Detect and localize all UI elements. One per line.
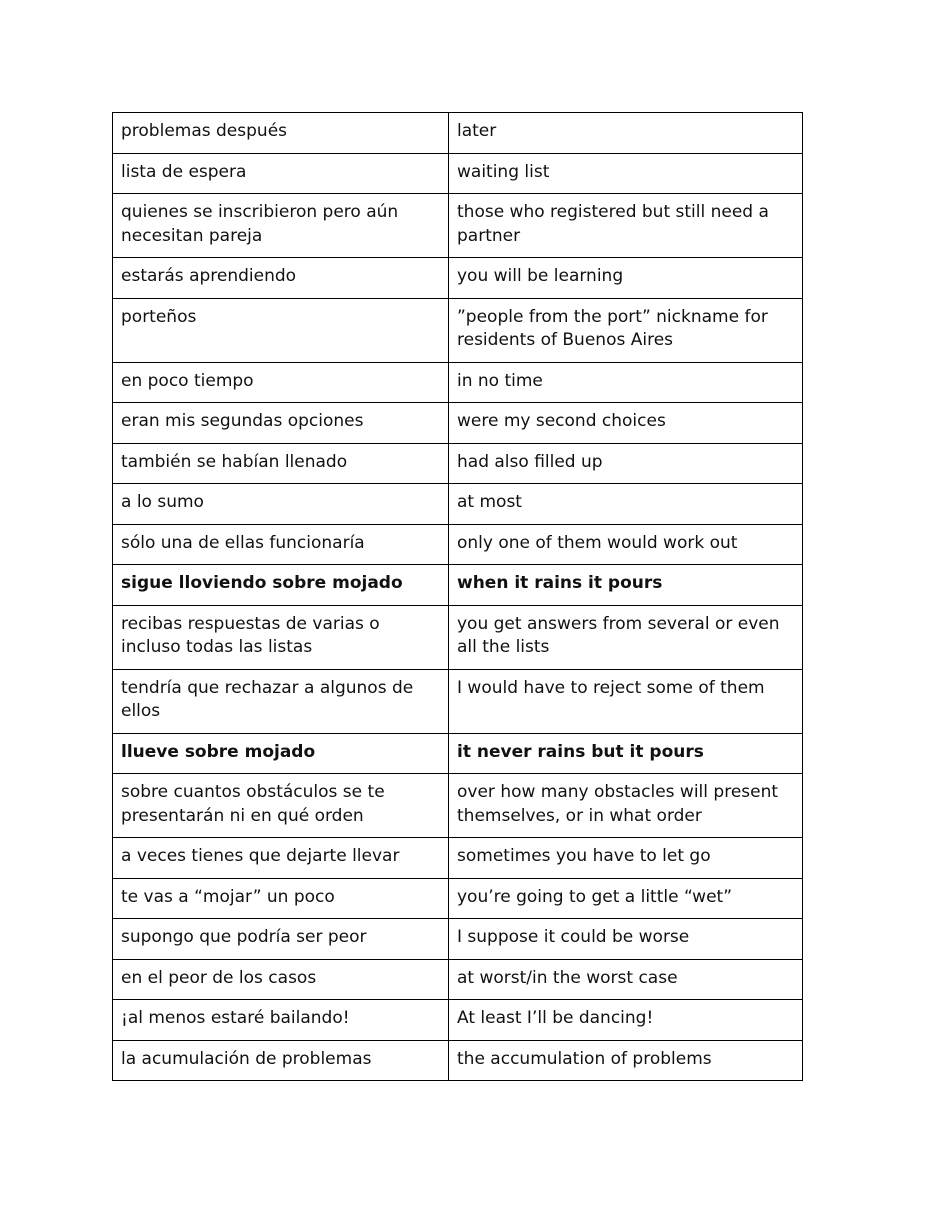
english-translation-cell: in no time — [449, 362, 803, 403]
spanish-phrase-cell: quienes se inscribieron pero aún necesitan pareja — [113, 194, 449, 258]
spanish-phrase-cell: la acumulación de problemas — [113, 1040, 449, 1081]
table-row — [113, 733, 803, 774]
spanish-phrase-cell: problemas después — [113, 113, 449, 154]
english-translation-cell: when it rains it pours — [449, 565, 803, 606]
spanish-phrase-cell: también se habían llenado — [113, 443, 449, 484]
table-row — [113, 878, 803, 919]
table-row — [113, 919, 803, 960]
table-row — [113, 959, 803, 1000]
spanish-phrase-cell: en poco tiempo — [113, 362, 449, 403]
spanish-phrase-cell: sólo una de ellas funcionaría — [113, 524, 449, 565]
table-row — [113, 484, 803, 525]
vocabulary-table-body — [113, 113, 803, 1081]
table-row — [113, 774, 803, 838]
english-translation-cell: At least I’ll be dancing! — [449, 1000, 803, 1041]
english-translation-cell: later — [449, 113, 803, 154]
vocabulary-table — [112, 112, 803, 1081]
english-translation-cell: sometimes you have to let go — [449, 838, 803, 879]
spanish-phrase-cell: tendría que rechazar a algunos de ellos — [113, 669, 449, 733]
spanish-phrase-cell: a veces tienes que dejarte llevar — [113, 838, 449, 879]
english-translation-cell: only one of them would work out — [449, 524, 803, 565]
spanish-phrase-cell: sobre cuantos obstáculos se te presentarán ni en qué orden — [113, 774, 449, 838]
spanish-phrase-cell: en el peor de los casos — [113, 959, 449, 1000]
spanish-phrase-cell: recibas respuestas de varias o incluso todas las listas — [113, 605, 449, 669]
table-row — [113, 605, 803, 669]
table-row — [113, 362, 803, 403]
spanish-phrase-cell: supongo que podría ser peor — [113, 919, 449, 960]
english-translation-cell: waiting list — [449, 153, 803, 194]
spanish-phrase-cell: ¡al menos estaré bailando! — [113, 1000, 449, 1041]
english-translation-cell: you will be learning — [449, 258, 803, 299]
spanish-phrase-cell: a lo sumo — [113, 484, 449, 525]
spanish-phrase-cell: te vas a “mojar” un poco — [113, 878, 449, 919]
table-row — [113, 403, 803, 444]
table-row — [113, 838, 803, 879]
table-row — [113, 669, 803, 733]
table-row — [113, 153, 803, 194]
table-row — [113, 1000, 803, 1041]
english-translation-cell: over how many obstacles will present themselves, or in what order — [449, 774, 803, 838]
english-translation-cell: the accumulation of problems — [449, 1040, 803, 1081]
english-translation-cell: ”people from the port” nickname for residents of Buenos Aires — [449, 298, 803, 362]
english-translation-cell: had also filled up — [449, 443, 803, 484]
spanish-phrase-cell: lista de espera — [113, 153, 449, 194]
table-row — [113, 524, 803, 565]
spanish-phrase-cell: eran mis segundas opciones — [113, 403, 449, 444]
english-translation-cell: those who registered but still need a partner — [449, 194, 803, 258]
english-translation-cell: you get answers from several or even all the lists — [449, 605, 803, 669]
table-row — [113, 113, 803, 154]
table-row — [113, 298, 803, 362]
table-row — [113, 565, 803, 606]
english-translation-cell: at most — [449, 484, 803, 525]
spanish-phrase-cell: sigue lloviendo sobre mojado — [113, 565, 449, 606]
english-translation-cell: I suppose it could be worse — [449, 919, 803, 960]
spanish-phrase-cell: llueve sobre mojado — [113, 733, 449, 774]
english-translation-cell: were my second choices — [449, 403, 803, 444]
english-translation-cell: I would have to reject some of them — [449, 669, 803, 733]
english-translation-cell: it never rains but it pours — [449, 733, 803, 774]
table-row — [113, 1040, 803, 1081]
english-translation-cell: at worst/in the worst case — [449, 959, 803, 1000]
spanish-phrase-cell: porteños — [113, 298, 449, 362]
table-row — [113, 443, 803, 484]
table-row — [113, 194, 803, 258]
english-translation-cell: you’re going to get a little “wet” — [449, 878, 803, 919]
table-row — [113, 258, 803, 299]
spanish-phrase-cell: estarás aprendiendo — [113, 258, 449, 299]
